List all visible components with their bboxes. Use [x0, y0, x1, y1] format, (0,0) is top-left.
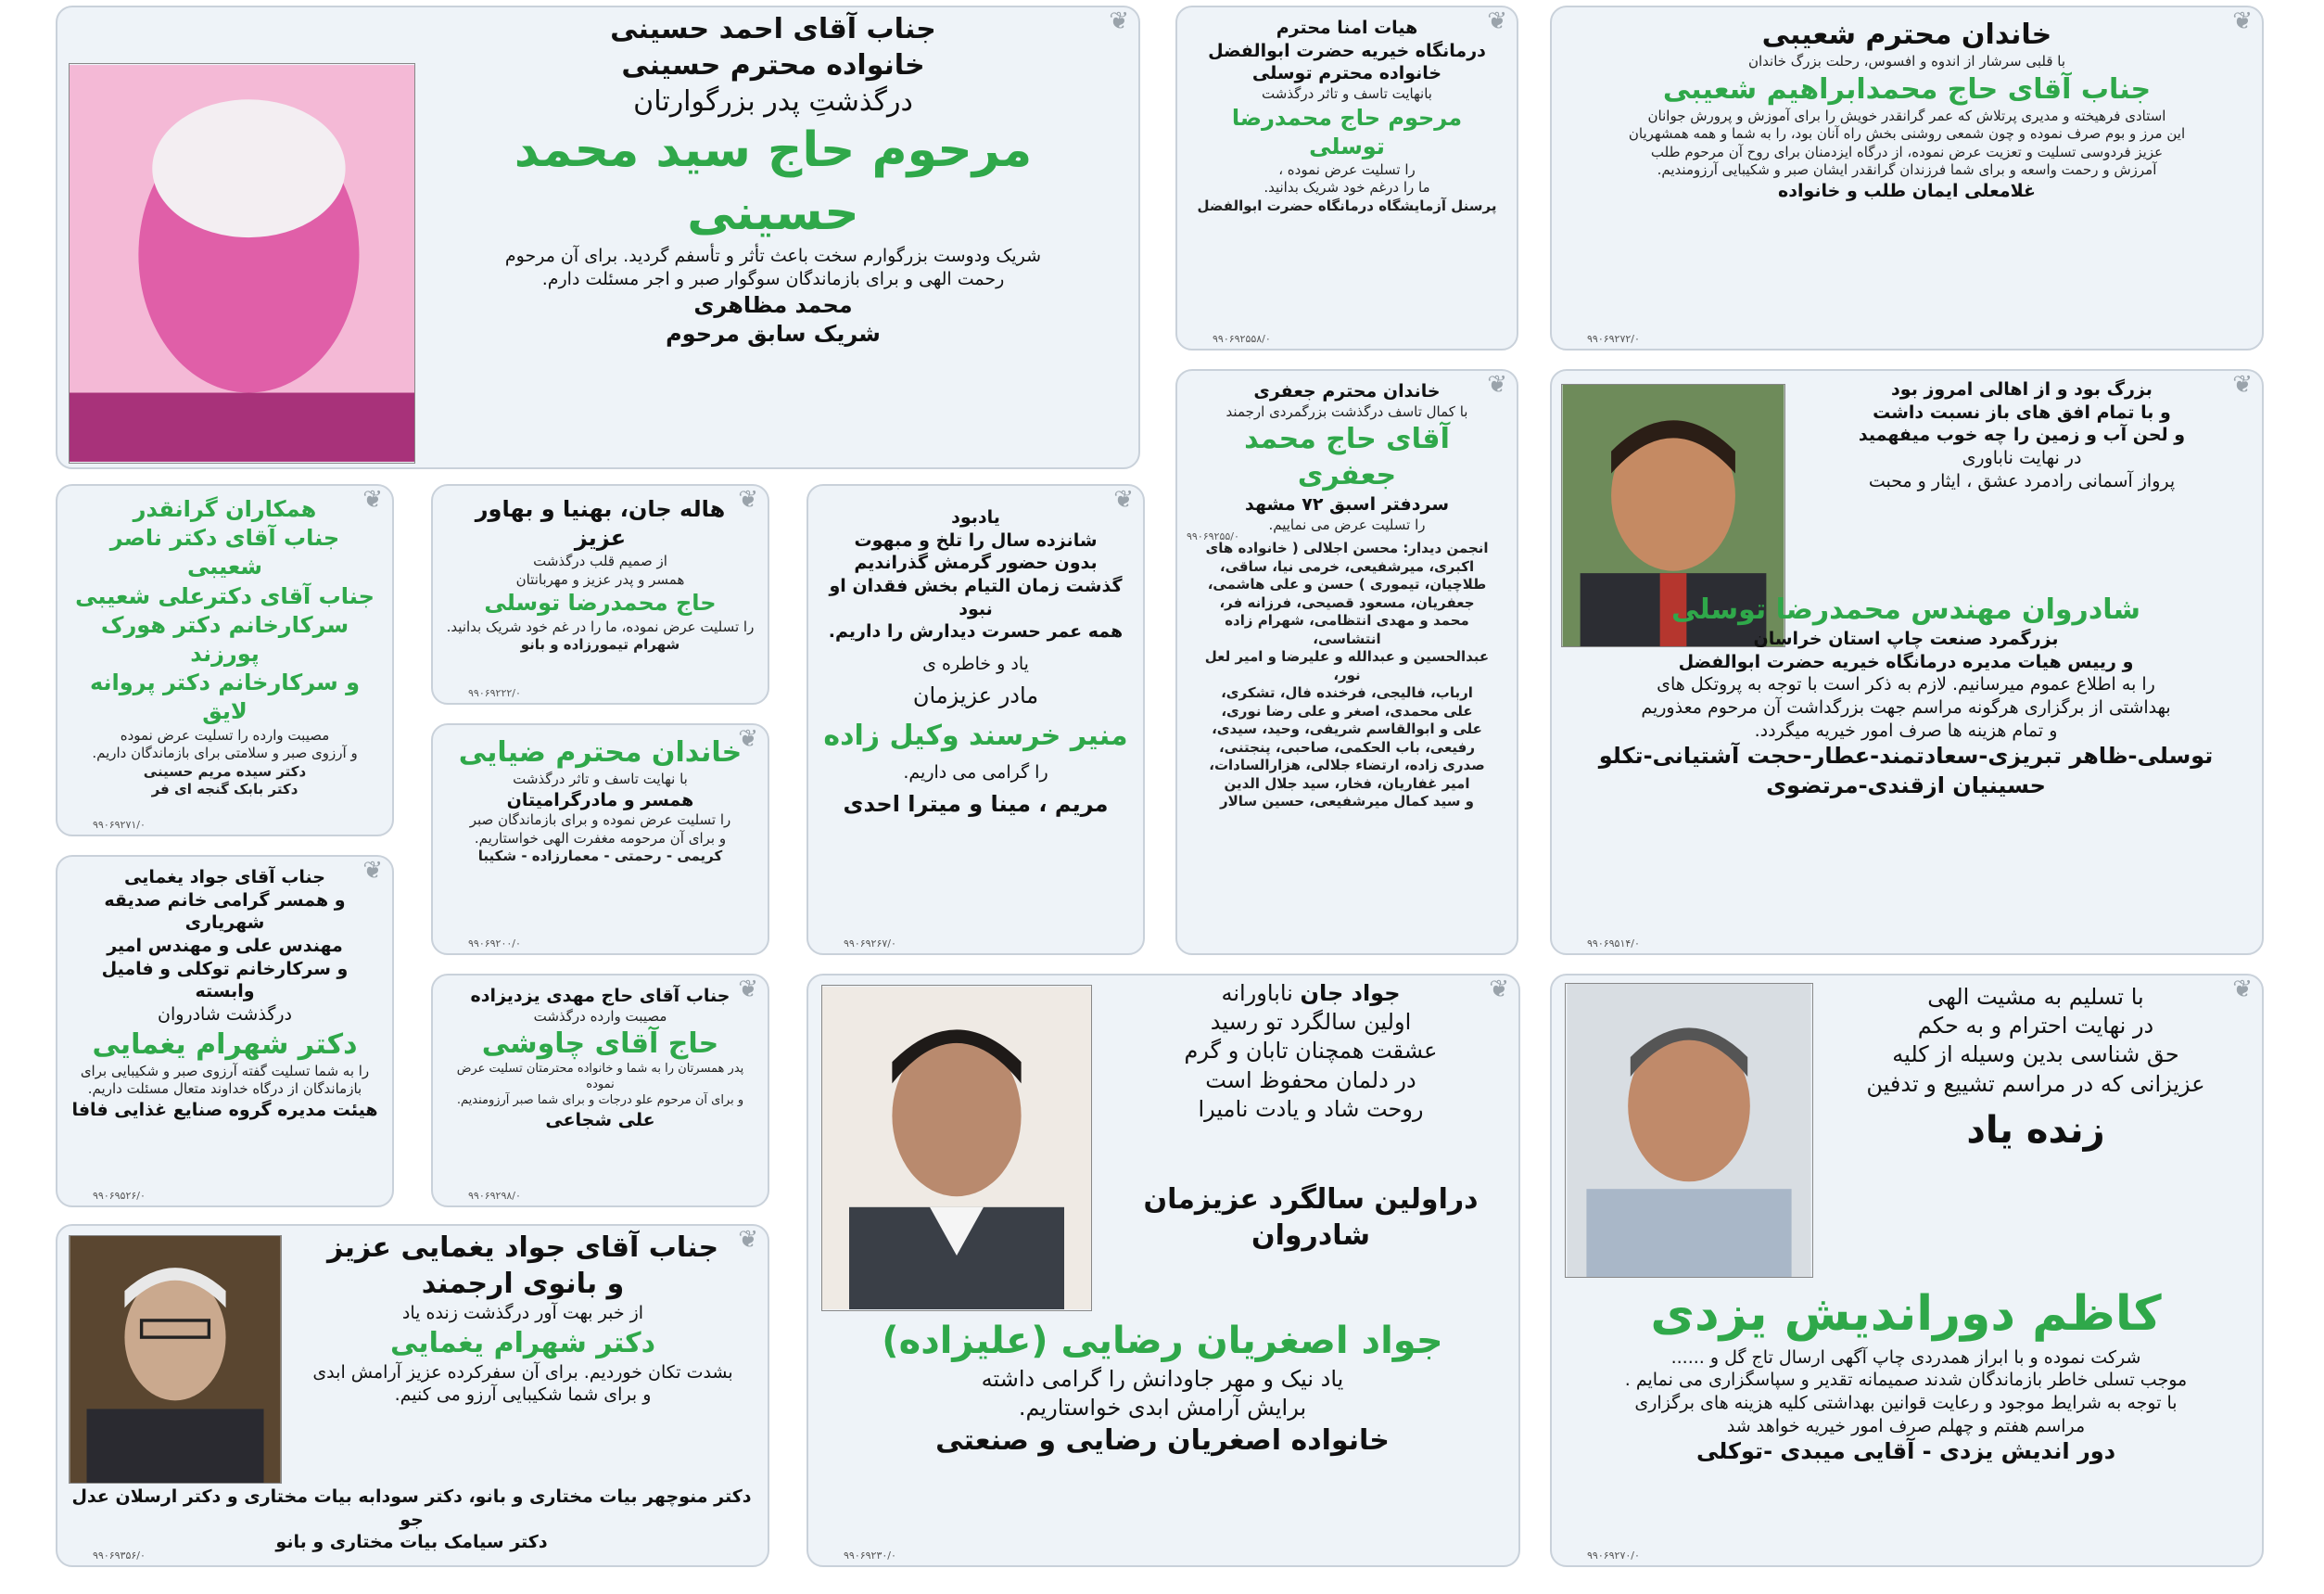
deceased-name: دکتر شهرام یغمایی [389, 1326, 656, 1359]
addressee-2: و بانوی ارجمند [421, 1268, 625, 1300]
ad-code: ۹۹۰۶۹۲۰۰/۰ [468, 937, 521, 950]
addressee-2: درمانگاه خیریه حضرت ابوالفضل [1208, 40, 1486, 61]
poem-line: در دلمان محفوظ است [1205, 1066, 1416, 1093]
addressee-1: همکاران گرانقدر [133, 496, 317, 522]
signature: دکتر سیده مریم حسینی [143, 762, 307, 780]
ornament-icon: ❦ [2232, 7, 2253, 35]
signatory-line: جعفریان، مسعود قصیحی، فرزانه فر، [1219, 593, 1475, 611]
body-line: همسر و مادرگرامیتان [506, 789, 694, 810]
body-line: درگذشت شادروان [157, 1004, 293, 1026]
condolence-ad-jafari [1175, 369, 1518, 955]
addressee-2: و همسر گرامی خانم صدیقه شهریاری [104, 889, 346, 934]
signature: دور اندیش یزدی - آقایی میبدی -توکلی [1695, 1438, 2116, 1465]
body-line: بانهایت تاسف و تاثر درگذشت [1262, 85, 1432, 103]
signatory-line: و سید کمال میرشفیعی، حسین سالار [1219, 793, 1475, 810]
addressee-2: جناب آقای دکتر ناصر شعیبی [109, 525, 340, 580]
ad-code: ۹۹۰۶۹۲۹۸/۰ [468, 1190, 521, 1202]
addressee-1: جناب آقای جواد یغمایی عزیز [326, 1231, 719, 1264]
body-line: بازماندگان از درگاه خداوند متعال مسئلت داریم. [87, 1080, 362, 1098]
addressee-2: خانواده محترم حسینی [621, 49, 925, 82]
body-line: مراسم هفتم و چهلم صرف امور خیریه خواهد شد [1726, 1415, 2086, 1436]
body-line: پدر همسرتان را به شما و خانواده محترمتان تسلیت عرض نموده [456, 1062, 744, 1092]
ornament-icon: ❦ [2232, 371, 2253, 399]
deceased-name: جناب آقای حاج محمدابراهیم شعیبی [1662, 72, 2152, 106]
body-line: یاد و خاطره ی [922, 654, 1029, 675]
body-line: و آرزوی صبر و سلامتی برای بازماندگان داریم. [92, 745, 358, 761]
body-line: گذشت زمان التیام بخش فقدان او نبود [829, 576, 1123, 619]
deceased-name: آقای حاج محمد جعفری [1244, 423, 1450, 492]
signature: محمد مظاهری [693, 291, 853, 318]
ad-code: ۹۹۰۶۹۲۵۵۸/۰ [1213, 333, 1271, 345]
body-line: همسر و پدر عزیز و مهربانتان [515, 570, 685, 588]
body-line: پرواز آسمانی رادمرد عشق ، ایثار و محبت [1868, 470, 2176, 491]
body-line: مادر عزیزمان [912, 682, 1039, 708]
addressee-3: جناب آقای دکترعلی شعیبی [75, 582, 375, 609]
body-line: با تسلیم به مشیت الهی [1927, 984, 2144, 1010]
ornament-icon: ❦ [738, 1226, 758, 1254]
body-line: دراولین سالگرد عزیزمان [1143, 1183, 1479, 1216]
ad-code: ۹۹۰۶۹۲۷۲/۰ [1587, 333, 1640, 345]
addressee-5: و سرکارخانم دکتر پروانه لایق [89, 669, 361, 725]
condolence-ad-chavoshi [431, 974, 769, 1207]
heading: یادبود [951, 507, 1000, 528]
body-line: همه عمر حسرت دیدارش را داریم. [828, 621, 1124, 643]
body-line: مصیبت وارده درگذشت [533, 1007, 667, 1025]
body-line: و برای آن مرحوم علو درجات و برای شما صبر آرزومندیم. [456, 1092, 744, 1107]
deceased-name: دکتر شهرام یغمایی [92, 1027, 358, 1061]
body-line: و رییس هیات مدیره درمانگاه خیریه حضرت ابوالفضل [1678, 651, 2134, 672]
body-line: این مرز و بوم صرف نموده و چون شمعی روشنی بخش راه آنان بود، را به شما و همه همشهریان [1628, 125, 2186, 142]
deceased-name: کاظم دوراندیش یزدی [1650, 1286, 2162, 1342]
poem-line: بزرگ بود و از اهالی امروز بود [1891, 379, 2153, 400]
body-line: و تمام هزینه ها صرف امور خیریه میگردد. [1754, 720, 2058, 741]
body-line: را تسلیت عرض می نماییم. [1268, 516, 1426, 533]
signature: شریک سابق مرحوم [666, 320, 881, 347]
signature: دکتر منوچهر بیات مختاری و بانو، دکتر سودابه بیات مختاری و دکتر ارسلان عدل جو [71, 1486, 752, 1530]
addressee: هاله جان، بهنیا و بهاور عزیز [475, 496, 726, 552]
body-line: آمرزش و رحمت واسعه و برای شما فرزندان گرانقدر ایشان صبر و شکیبایی آرزومندیم. [1657, 161, 2157, 178]
deceased-name: منیر خرسند وکیل زاده [823, 720, 1128, 752]
body-line: بدون حضور گرمش گذراندیم [854, 553, 1098, 574]
condolence-ad-colleagues [56, 484, 394, 836]
signature: غلامعلی ایمان طلب و خانواده [1778, 180, 2036, 201]
ornament-icon: ❦ [1113, 486, 1134, 514]
addressee-4: و سرکارخانم توکلی و فامیل وابسته [101, 958, 349, 1002]
signatory-line: صدری زاده، ارتضاء جلالی، هزارالسادات، [1209, 757, 1485, 774]
deceased-photo [821, 985, 1092, 1311]
ornament-icon: ❦ [738, 725, 758, 753]
body-line: عزیز فردوسی تسلیت و تعزیت عرض نموده، از درگاه ایزدمنان برای روح آن مرحوم طلب [1650, 143, 2164, 160]
signature: هیئت مدیره گروه صنایع غذایی فافا [71, 1099, 378, 1120]
ad-code: ۹۹۰۶۹۲۷۰/۰ [1587, 1549, 1640, 1562]
body-line: شانزده سال را تلخ و مبهوت [854, 529, 1098, 551]
body-line: برایش آرامش ابدی خواستاریم. [1018, 1395, 1307, 1422]
body-line: را به شما تسلیت گفته آرزوی صبر و شکیبایی برای [80, 1062, 370, 1079]
body-line: و برای شما شکیبایی آرزو می کنیم. [394, 1384, 652, 1406]
addressee-1: جناب آقای احمد حسینی [610, 13, 936, 45]
condolence-ad-ziaei [431, 723, 769, 955]
ad-code: ۹۹۰۶۹۲۲۲/۰ [468, 687, 521, 699]
addressee: خاندان محترم شعیبی [1761, 19, 2052, 51]
intro-line: درگذشتِ پدر بزرگوارتان [633, 85, 913, 118]
addressee-3: مهندس علی و مهندس امیر [107, 936, 343, 957]
deceased-name: جواد اصغریان رضایی (علیزاده) [882, 1320, 1443, 1362]
body-line: بزرگمرد صنعت چاپ استان خراسان [1753, 629, 2059, 649]
poem-line [1116, 979, 1505, 1008]
poem-line: اولین سالگرد تو رسید [1210, 1009, 1412, 1036]
signatory-line: طلاچیان، تیموری ) حسن و علی هاشمی، [1207, 576, 1487, 593]
body-line: با نهایت تاسف و تاثر درگذشت [513, 771, 688, 787]
body-line: بشدت تکان خوردیم. برای آن سفرکرده عزیز آرامش ابدی [312, 1361, 733, 1383]
deceased-photo [69, 1235, 282, 1484]
body-line: شریک ودوست بزرگوارم سخت باعث تأثر و تأسفم گردید. برای آن مرحوم [504, 246, 1042, 267]
body-line: را گرامی می داریم. [903, 762, 1048, 783]
signatory-line: علی و ابوالقاسم شریفی، وحید، سیدی، [1212, 720, 1482, 738]
deceased-photo [1565, 983, 1813, 1278]
addressee: جناب آقای حاج مهدی یزدیزاده [470, 986, 730, 1006]
signature: توسلی-ظاهر تبریزی-سعادتمند-عطار-حجت آشتیانی-تکلو [1598, 743, 2214, 770]
ornament-icon: ❦ [738, 486, 758, 514]
poem-line: عشقت همچنان تابان و گرم [1184, 1038, 1438, 1065]
memorial-ad-monir [806, 484, 1145, 955]
condolence-ad-haleh [431, 484, 769, 705]
body-line: حق شناسی بدین وسیله از کلیه [1892, 1041, 2179, 1068]
signature: کریمی - رحمتی - معمارزاده - شکیبا [477, 848, 723, 865]
signatory-line: اکبری، میرشفیعی، خرمی نیا، ساقی، [1219, 557, 1475, 575]
signatory-line: انجمن دیدار: محسن اجلالی ( خانواده های [1205, 540, 1489, 557]
signatory-line: عبدالحسین و عبدالله و علیرضا و امیر لعل نور، [1204, 648, 1490, 683]
memorial-ad-asgharian [806, 974, 1520, 1567]
body-line: یاد نیک و مهر جاودانش را گرامی داشته [981, 1366, 1344, 1392]
body-line: استادی فرهیخته و مدیری پرتلاش که عمر گرانقدر خویش را برای آموزش و پرورش جوانان [1647, 107, 2166, 124]
intro-line: با کمال تاسف درگذشت بزرگمردی ارجمند [1225, 402, 1468, 420]
ad-code: ۹۹۰۶۹۲۳۰/۰ [844, 1549, 896, 1562]
ornament-icon: ❦ [1489, 976, 1509, 1003]
body-line: در نهایت احترام و به حکم [1917, 1013, 2154, 1039]
signatory-line: ارباب، فالیجی، فرخنده فال، تشکری، [1221, 684, 1473, 702]
signatory-line: امیر غفاریان، فخار، سید جلال الدین [1224, 774, 1470, 792]
signature: دکتر بابک گنجه ای فر [151, 781, 298, 797]
body-line: شرکت نموده و با ابراز همدردی چاپ آگهی ارسال تاج گل و ...... [1670, 1346, 2141, 1368]
signature: پرسنل آزمایشگاه درمانگاه حضرت ابوالفضل [1197, 197, 1497, 214]
signatory-line: محمد و مهدی انتظامی، شهرام زاده انتشاسی، [1225, 612, 1469, 647]
body-line: رحمت الهی و برای بازماندگان سوگوار صبر و اجر مسئلت دارم. [541, 268, 1005, 289]
addressee-4: سرکارخانم دکتر هورک پورزند [100, 611, 349, 667]
body-line: شادروان [1251, 1219, 1370, 1252]
ornament-icon: ❦ [362, 857, 383, 885]
body-line: را به اطلاع عموم میرسانیم. لازم به ذکر است با توجه به پروتکل های [1657, 674, 2155, 695]
deceased-name: حاج آقای چاوشی [481, 1027, 719, 1061]
deceased-name: مرحوم حاج سید محمد حسینی [514, 122, 1033, 241]
ornament-icon: ❦ [2232, 976, 2253, 1003]
body-line: را تسلیت عرض نموده، ما را در غم خود شریک بدانید. [446, 618, 755, 635]
body-line: را تسلیت عرض نموده ، [1278, 160, 1416, 178]
body-line: را تسلیت عرض نموده و برای بازماندگان صبر [469, 811, 731, 829]
signature: مریم ، مینا و میترا احدی [843, 790, 1109, 817]
prefix-title: زنده یاد [1966, 1108, 2105, 1152]
signature: شهرام تیمورزاده و بانو [520, 636, 680, 654]
body-line: با توجه به شرایط موجود و رعایت قوانین بهداشتی کلیه هزینه های برگزاری [1634, 1392, 2178, 1413]
addressee-3: خانواده محترم توسلی [1251, 63, 1442, 84]
ad-code: ۹۹۰۶۹۲۵۵/۰ [1187, 530, 1239, 542]
signature: دکتر سیامک بیات مختاری و بانو [275, 1532, 548, 1553]
addressee: خاندان محترم جعفری [1253, 381, 1441, 402]
body-line: از خبر بهت آور درگذشت زنده یاد [401, 1303, 644, 1323]
thanks-ad-doorandish [1550, 974, 2264, 1567]
body-line: از صمیم قلب درگذشت [533, 553, 667, 570]
obituary-ad-tavasoli [1550, 369, 2264, 955]
condolence-ad-hosseini [56, 6, 1140, 469]
poem-name: جواد جان [1300, 980, 1401, 1006]
poem-word: ناباورانه [1221, 980, 1293, 1006]
body-line: در نهایت ناباوری [1962, 448, 2082, 469]
signature: علی شجاعی [545, 1109, 655, 1130]
deceased-name: حاج محمدرضا توسلی [484, 590, 717, 617]
ornament-icon: ❦ [738, 976, 758, 1003]
body-line: سردفتر اسبق ۷۲ مشهد [1244, 494, 1450, 516]
body-line: ما را درغم خود شریک بدانید. [1264, 179, 1430, 197]
signatory-line: علی محمدی، اصغر و علی رضا نوری، [1221, 702, 1473, 720]
ad-code: ۹۹۰۶۹۲۶۷/۰ [844, 937, 896, 950]
ad-code: ۹۹۰۶۹۵۱۴/۰ [1587, 937, 1640, 950]
signatory-list [1190, 540, 1504, 811]
signatory-line: رفیعی، باب الحکمی، صاحبی، پنجتنی، [1218, 738, 1475, 756]
deceased-photo [69, 63, 415, 464]
poem-line: و با تمام افق های باز نسبت داشت [1873, 402, 2171, 423]
deceased-name: مرحوم حاج محمدرضا توسلی [1231, 104, 1463, 159]
ornament-icon: ❦ [1109, 7, 1129, 35]
poem-line: و لحن آب و زمین را چه خوب میفهمید [1858, 425, 2186, 446]
ad-code: ۹۹۰۶۹۳۵۶/۰ [93, 1549, 146, 1562]
addressee-1: جناب آقای جواد یغمایی [124, 867, 325, 887]
body-line: و برای آن مرحومه مغفرت الهی خواستاریم. [474, 829, 727, 847]
ornament-icon: ❦ [362, 486, 383, 514]
body-line: موجب تسلی خاطر بازماندگان شدند صمیمانه تقدیر و سپاسگزاری می نمایم . [1624, 1370, 2188, 1391]
ad-code: ۹۹۰۶۹۵۲۶/۰ [93, 1190, 146, 1202]
poem-line: روحت شاد و یادت نامیرا [1198, 1095, 1424, 1122]
condolence-ad-yaghmaei-fafa [56, 855, 394, 1207]
condolence-ad-shoaibi [1550, 6, 2264, 351]
body-line: بهداشتی از برگزاری هرگونه مراسم جهت بزرگداشت آن مرحوم معذوریم [1641, 697, 2171, 719]
signature: خانواده اصغریان رضایی و صنعتی [935, 1424, 1390, 1458]
ad-code: ۹۹۰۶۹۲۷۱/۰ [93, 819, 146, 831]
addressee: خاندان محترم ضیایی [458, 736, 743, 769]
signature: حسینیان ازقندی-مرتضوی [1766, 771, 2046, 798]
body-line: عزیزانی که در مراسم تشییع و تدفین [1866, 1070, 2205, 1097]
body-line: مصیبت وارده را تسلیت عرض نموده [120, 726, 330, 744]
condolence-ad-bayat [56, 1224, 769, 1567]
ornament-icon: ❦ [1487, 371, 1507, 399]
intro-line: با قلبی سرشار از اندوه و افسوس، رحلت بزرگ خاندان [1747, 53, 2066, 70]
ornament-icon: ❦ [1487, 7, 1507, 35]
deceased-name: شادروان مهندس محمدرضا توسلی [1671, 593, 2140, 626]
addressee-1: هیات امنا محترم [1276, 18, 1418, 38]
condolence-ad-tavasoli-clinic [1175, 6, 1518, 351]
